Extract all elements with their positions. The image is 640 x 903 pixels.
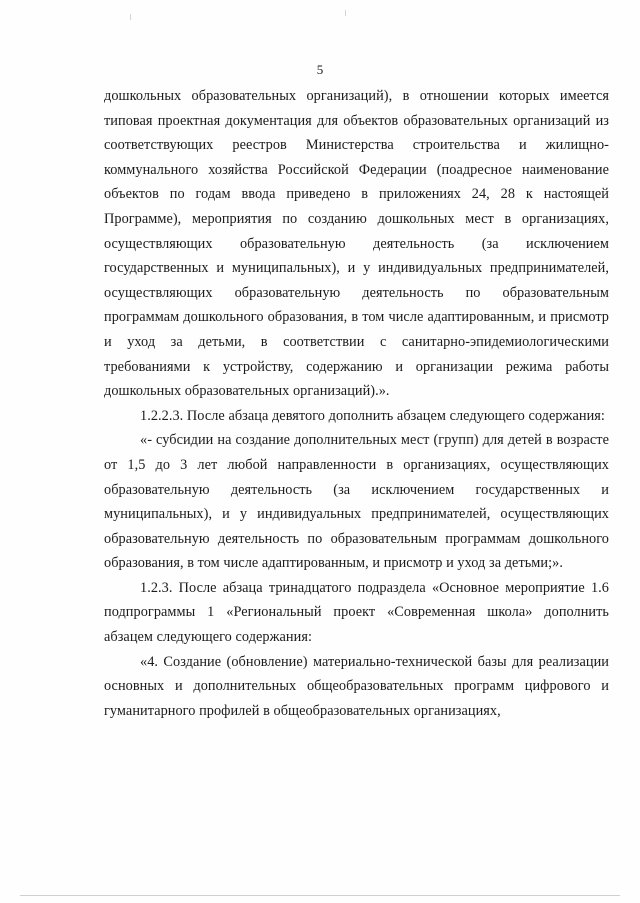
scan-bottom-edge (20, 895, 620, 896)
paragraph-1-2-2-3: 1.2.2.3. После абзаца девятого дополнить абзацем следующего содержания: (140, 407, 605, 424)
scan-speck (345, 10, 346, 16)
scan-speck (130, 14, 131, 20)
paragraph-continuation: дошкольных образовательных организаций), в отношении которых имеется типовая проектная документация для объектов образовательных организаций из соответствующих реестров Министерства строительства и жилищно-коммунального хозяйства Российской Федерации (поадресное наименование объектов по годам ввода приведено в приложениях 24, 28 к настоящей Программе), мероприятия по созданию дошкольных мест в организациях, осуществляющих образовательную деятельность (за исключением государственных и муниципальных), и у индивидуальных предпринимателей, осуществляющих образовательную деятельность по образовательным программам дошкольного образования, в том числе адаптированным, и присмотр и уход за детьми, в соответствии с санитарно-эпидемиологическими требованиями к устройству, содержанию и организации режима работы дошкольных образовательных организаций).». (104, 88, 609, 400)
page-number: 5 (316, 62, 324, 77)
paragraph-1-2-3: 1.2.3. После абзаца тринадцатого подраздела «Основное мероприятие 1.6 подпрограммы 1 «Региональный проект «Современная школа» дополнить абзацем следующего содержания: (104, 579, 609, 646)
document-body (104, 84, 609, 723)
paragraph-subsidy-quote: «- субсидии на создание дополнительных мест (групп) для детей в возрасте от 1,5 до 3 лет любой направленности в организациях, осуществляющих образовательную деятельность (за исключением государственных и муниципальных), и у индивидуальных предпринимателей, осуществляющих образовательную деятельность по образовательным программам дошкольного образования, в том числе адаптированным, и присмотр и уход за детьми;». (104, 432, 609, 572)
paragraph-item-4-quote: «4. Создание (обновление) материально-технической базы для реализации основных и дополнительных общеобразовательных программ цифрового и гуманитарного профилей в общеобразовательных организациях, (104, 653, 609, 719)
